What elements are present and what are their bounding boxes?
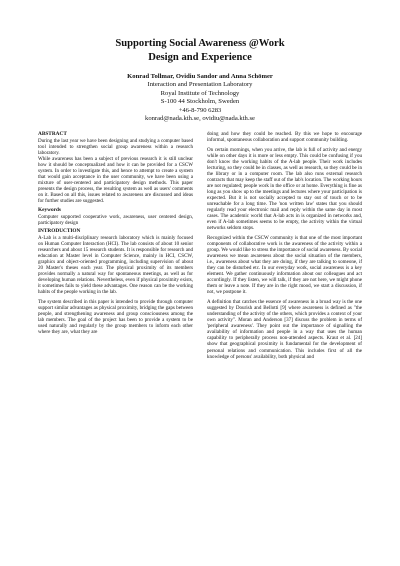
- keywords-text: Computer supported cooperative work, awareness, user centered design, participatory design: [38, 214, 193, 227]
- title-line-2: Design and Experience: [148, 52, 252, 63]
- abstract-paragraph-2: While awareness has been a subject of previous research it is still unclear how it should be conceptualized and how it can be provided for a CSCW system. In order to investigate this, and hence to attempt to create a system that would gain acceptance in the user community, we have been using a mixture of user-centered and participatory design methods. This paper presents the design process, the resulting system as well as users' comments on it. Based on all this, issues related to awareness are discussed and ideas for further studies are suggested.: [38, 156, 193, 205]
- paper-title: [38, 37, 362, 65]
- affiliation-phone: +46-8-790 6283: [178, 106, 222, 114]
- intro-paragraph-2: The system described in this paper is intended to provide through computer support similar advantages as physical proximity, bridging the gaps between people, and strengthening awareness and group consciousness among the lab members. The goal of the project has been to provide a system to be used naturally and regularly by the group members to inform each other where they are, what they are: [38, 299, 193, 336]
- introduction-heading: INTRODUCTION: [38, 228, 81, 235]
- two-column-body: [38, 131, 362, 364]
- keywords-heading: Keywords: [38, 207, 61, 214]
- affiliation-address: S-100 44 Stockholm, Sweden: [160, 98, 240, 106]
- body-paragraph-3: Recognized within the CSCW community is that one of the most important components of collaborative work is the awareness of the activity within a group. We would like to stress the importance of social awareness. By social awareness we mean awareness about the social situation of the members, i.e., awareness about what they are doing, if they are talking to someone, if they can be disturbed etc. In our everyday work, social awareness is a key element. We gather continuously information about our colleagues and act accordingly. If they listen, we will talk, if they are not here, we might phone them or leave a note. If they are in the right mood, we start a discussion, if not, we postpone it.: [207, 235, 362, 296]
- affiliation-block: [38, 81, 362, 124]
- body-paragraph-4: A definition that catches the essence of awareness in a broad way is the one suggested by Dourish and Bellotti [9] where awareness is defined as "the understanding of the activity of the others, which provides a context of your own activity". Moran and Anderson [37] discuss the problem in terms of 'peripheral awareness'. They point out the importance of signalling the availability of information and people in a way that uses the human capability to peripherally process non-attended aspects. Kraut et al. [24] show that geographical proximity is fundamental for the development of personal relations and communication. This includes first of all the knowledge of persons' availability, both physical and: [207, 299, 362, 360]
- abstract-heading: ABSTRACT: [38, 130, 67, 137]
- body-paragraph-2: On certain mornings, when you arrive, the lab is full of activity and energy while on other days it is more or less empty. This could be confusing if you don't know the working habits of the A-lab people. Their work includes lecturing, so they could be in classes, as well as research, so they could be in the library or in a computer room. The lab also runs external research contracts that may keep the staff out of the lab's location. The working hours are not regulated; people work in the office or at home. Everything is fine as long as you show up to the meetings and lectures where your participation is expected. But it is not socially accepted to stay out of touch or to be unreachable for a long time. The 'non written law' states that you should regularly read your electronic mail and reply within the same day in most cases. The academic world that A-lab acts in is organized in networks and, even if A-lab sometimes seems to be empty, the activity within the virtual networks seldom stops.: [207, 147, 362, 232]
- affiliation-lab: Interaction and Presentation Laboratory: [147, 81, 253, 88]
- affiliation-email: konrad@nada.kth.se, ovidiu@nada.kth.se: [145, 115, 255, 123]
- left-column: [38, 131, 193, 364]
- body-paragraph-1: doing and how they could be reached. By this we hope to encourage informal, spontaneous collaboration and support community building.: [207, 130, 362, 143]
- title-line-1: Supporting Social Awareness @Work: [115, 38, 285, 49]
- right-column: [207, 131, 362, 364]
- abstract-paragraph-1: During the last year we have been designing and studying a computer based tool intended to strengthen social group awareness within a research laboratory.: [38, 137, 193, 157]
- author-list: Konrad Tollmar, Ovidiu Sandor and Anna Schömer: [127, 73, 273, 80]
- affiliation-institute: Royal Institute of Technology: [160, 89, 240, 97]
- intro-paragraph-1: A-Lab is a multi-disciplinary research laboratory which is mainly focused on Human Computer Interaction (HCI). The lab consists of about 10 senior researchers and about 15 research students. It is responsible for research and education at Master level in Computer Science, mainly in HCI, CSCW, graphics and object-oriented programming, including supervision of about 20 Master's theses each year. The physical proximity of its members provides normally a natural way for spontaneous meetings, as well as for developing human relations. Nevertheless, even if physical proximity exists, it sometimes fails to yield these advantages. One reason can be the working habits of the people working in the lab.: [38, 235, 193, 296]
